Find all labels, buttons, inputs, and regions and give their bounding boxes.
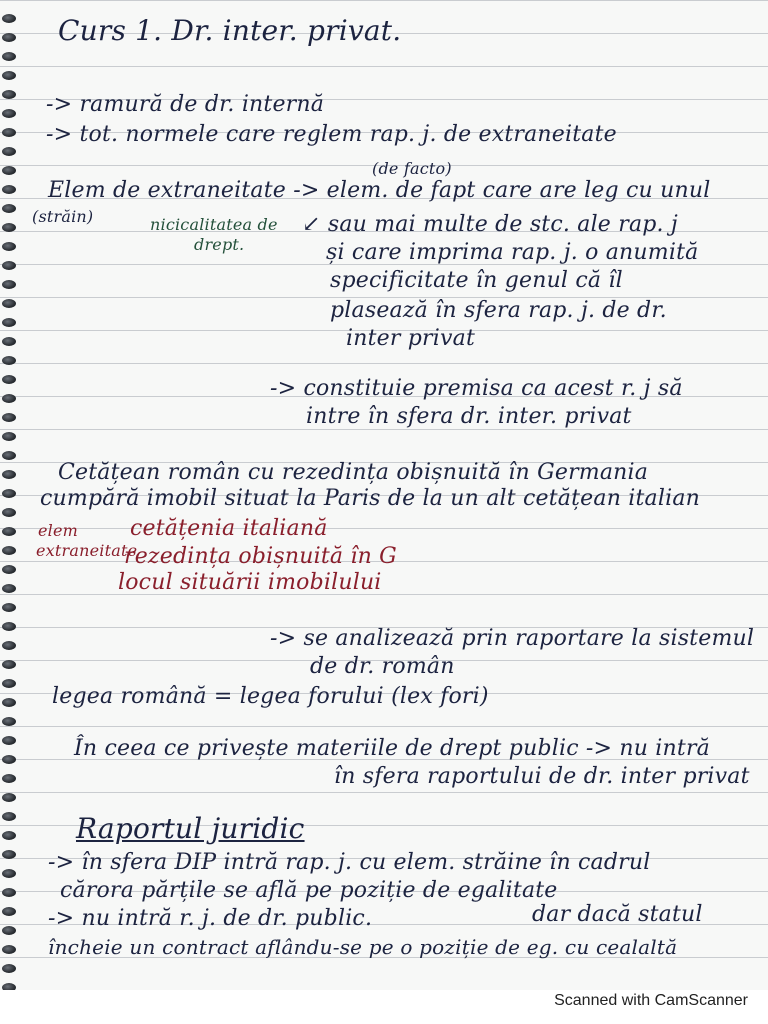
spiral-hole	[2, 147, 16, 156]
spiral-hole	[2, 280, 16, 289]
spiral-hole	[2, 679, 16, 688]
scanner-watermark: Scanned with CamScanner	[554, 992, 748, 1009]
spiral-hole	[2, 907, 16, 916]
note-line: plasează în sfera rap. j. de dr.	[330, 298, 667, 323]
spiral-hole	[2, 14, 16, 23]
red-note-item: rezedința obișnuită în G	[124, 544, 397, 569]
spiral-hole	[2, 755, 16, 764]
note-line: -> se analizează prin raportare la sistemul	[270, 626, 755, 651]
spiral-hole	[2, 261, 16, 270]
spiral-hole	[2, 52, 16, 61]
spiral-hole	[2, 831, 16, 840]
spiral-hole	[2, 71, 16, 80]
note-line: dar dacă statul	[532, 902, 703, 927]
red-note-item: cetățenia italiană	[130, 516, 328, 541]
spiral-hole	[2, 774, 16, 783]
red-label-line: extraneitate	[36, 541, 138, 560]
note-annotation: (de facto)	[372, 159, 452, 178]
spiral-hole	[2, 90, 16, 99]
note-line: -> nu intră r. j. de dr. public.	[48, 906, 373, 931]
spiral-hole	[2, 337, 16, 346]
spiral-hole	[2, 698, 16, 707]
spiral-hole	[2, 451, 16, 460]
spiral-hole	[2, 185, 16, 194]
note-annotation: (străin)	[32, 207, 94, 226]
spiral-hole	[2, 565, 16, 574]
red-label-line: elem	[38, 521, 79, 540]
note-line: specificitate în genul că îl	[330, 268, 623, 293]
spiral-hole	[2, 660, 16, 669]
spiral-hole	[2, 356, 16, 365]
spiral-hole	[2, 888, 16, 897]
spiral-hole	[2, 850, 16, 859]
spiral-hole	[2, 603, 16, 612]
spiral-hole	[2, 869, 16, 878]
note-line: intre în sfera dr. inter. privat	[306, 404, 632, 429]
spiral-hole	[2, 812, 16, 821]
spiral-hole	[2, 166, 16, 175]
spiral-hole	[2, 641, 16, 650]
spiral-hole	[2, 470, 16, 479]
note-line: în sfera raportului de dr. inter privat	[334, 764, 750, 789]
spiral-hole	[2, 793, 16, 802]
spiral-hole	[2, 223, 16, 232]
spiral-hole	[2, 318, 16, 327]
red-note-item: locul situării imobilului	[118, 570, 382, 595]
note-line: de dr. român	[310, 654, 455, 679]
spiral-hole	[2, 717, 16, 726]
note-line: În ceea ce privește materiile de drept public -> nu intră	[74, 736, 710, 761]
note-line: Elem de extraneitate -> elem. de fapt care are leg cu unul	[48, 178, 711, 203]
spiral-hole	[2, 527, 16, 536]
note-line: -> constituie premisa ca acest r. j să	[270, 376, 683, 401]
spiral-hole	[2, 242, 16, 251]
note-line: cumpără imobil situat la Paris de la un alt cetățean italian	[40, 486, 701, 511]
spiral-hole	[2, 299, 16, 308]
spiral-binding	[0, 0, 26, 990]
spiral-hole	[2, 394, 16, 403]
note-line: -> tot. normele care reglem rap. j. de extraneitate	[46, 122, 617, 147]
green-note-line: nicicalitatea de	[150, 215, 278, 234]
green-note-line: drept.	[194, 235, 245, 254]
spiral-hole	[2, 109, 16, 118]
spiral-hole	[2, 204, 16, 213]
spiral-hole	[2, 546, 16, 555]
spiral-hole	[2, 489, 16, 498]
note-line: legea română = legea forului (lex fori)	[52, 684, 489, 709]
spiral-hole	[2, 622, 16, 631]
note-line: încheie un contract aflându-se pe o poziție de eg. cu cealaltă	[48, 935, 678, 959]
note-line: -> în sfera DIP intră rap. j. cu elem. străine în cadrul	[48, 850, 651, 875]
spiral-hole	[2, 413, 16, 422]
spiral-hole	[2, 945, 16, 954]
note-line: inter privat	[346, 326, 475, 351]
spiral-hole	[2, 33, 16, 42]
spiral-hole	[2, 375, 16, 384]
spiral-hole	[2, 432, 16, 441]
spiral-hole	[2, 128, 16, 137]
spiral-hole	[2, 584, 16, 593]
note-line: -> ramură de dr. internă	[46, 92, 325, 117]
spiral-hole	[2, 508, 16, 517]
section-heading: Raportul juridic	[76, 812, 305, 845]
spiral-hole	[2, 983, 16, 990]
note-line: și care imprima rap. j. o anumită	[326, 240, 699, 265]
note-line: ↙ sau mai multe de stc. ale rap. j	[302, 212, 678, 237]
note-line: Cetățean român cu rezedința obișnuită în Germania	[58, 460, 649, 485]
note-line: cărora părțile se află pe poziție de egalitate	[60, 878, 558, 903]
page-title: Curs 1. Dr. inter. privat.	[58, 14, 402, 47]
spiral-hole	[2, 964, 16, 973]
spiral-hole	[2, 926, 16, 935]
spiral-hole	[2, 736, 16, 745]
